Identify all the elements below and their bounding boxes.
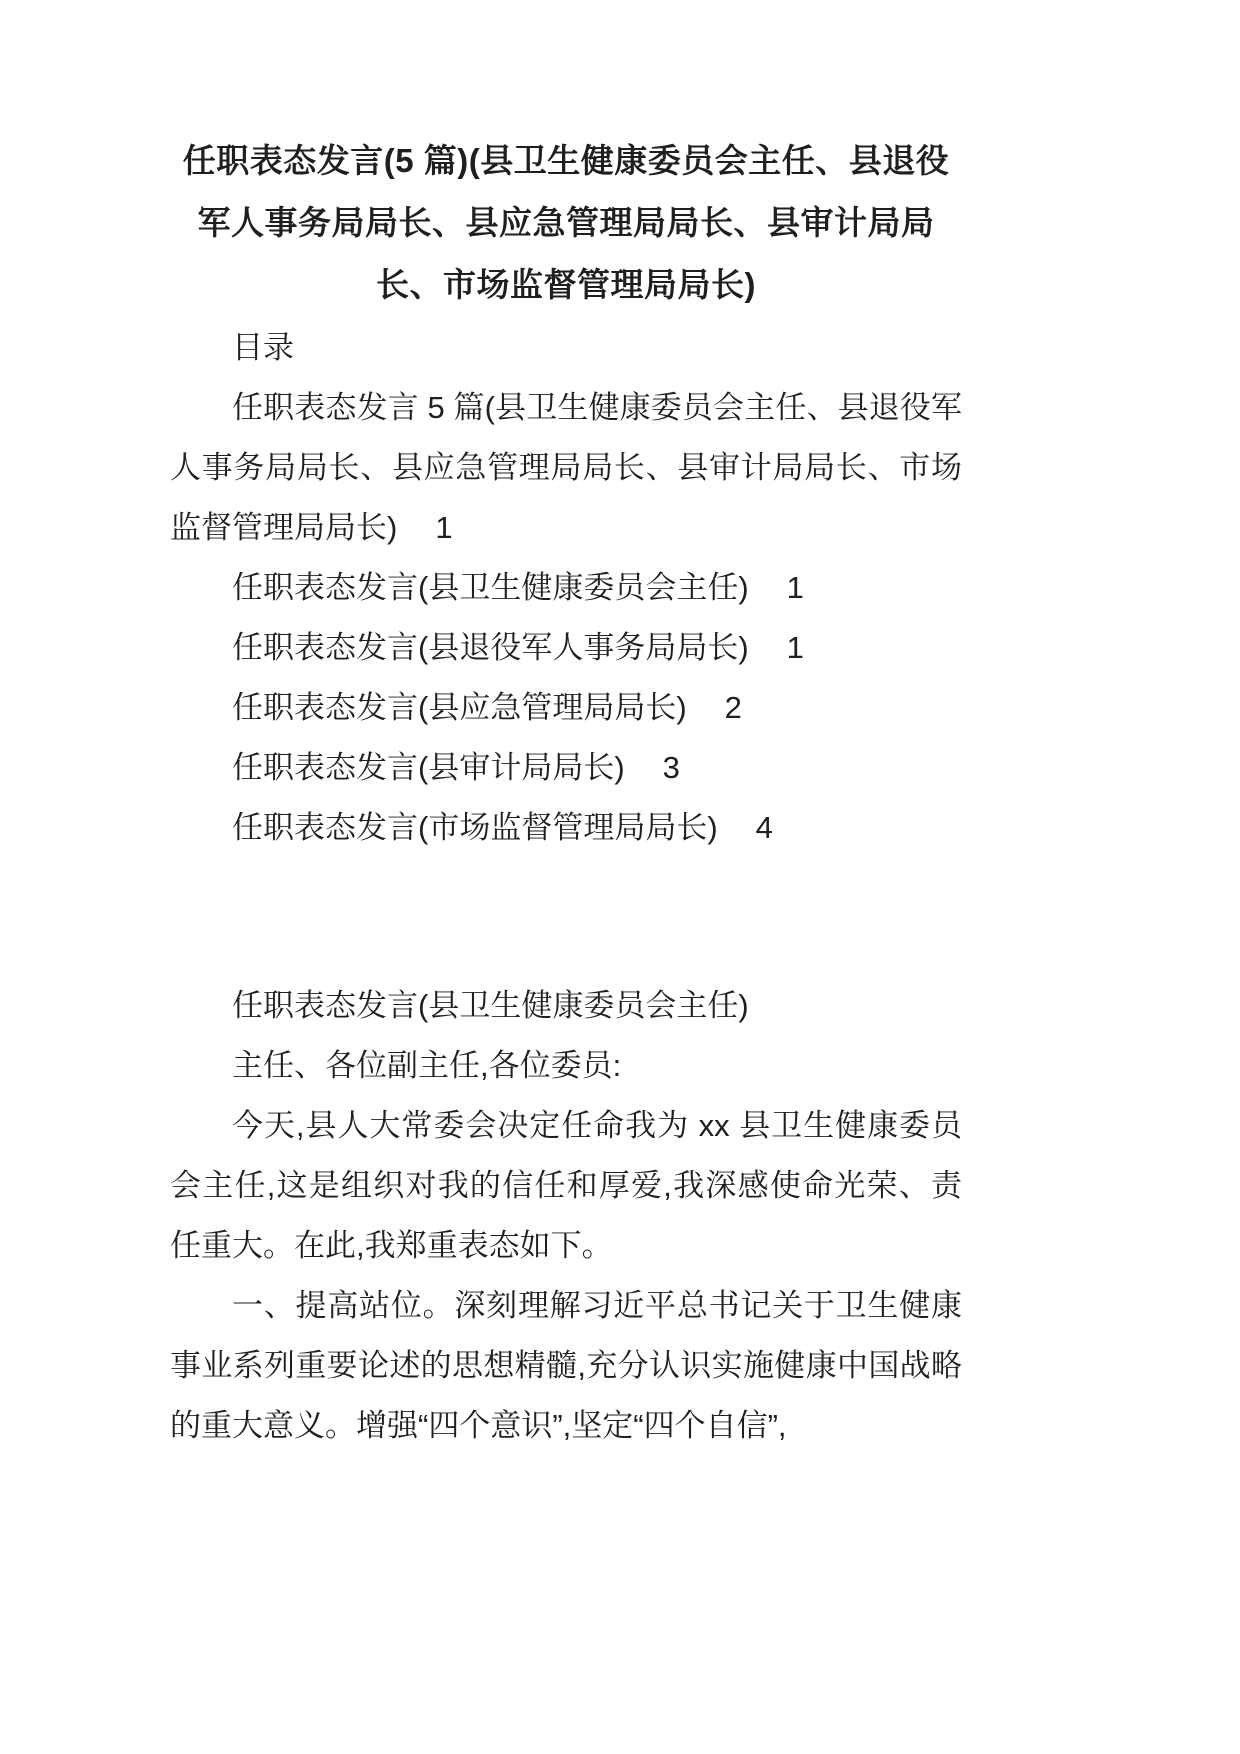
toc-page-number: 1 xyxy=(786,630,804,665)
toc-page-number: 3 xyxy=(662,750,680,785)
toc-entry-text: 任职表态发言(县卫生健康委员会主任) xyxy=(232,570,749,605)
toc-entry-text: 任职表态发言(县审计局局长) xyxy=(232,750,625,785)
toc-entry-text: 任职表态发言(市场监督管理局局长) xyxy=(232,810,718,845)
section-heading: 任职表态发言(县卫生健康委员会主任) xyxy=(232,988,749,1023)
toc-entry[interactable] xyxy=(170,618,962,678)
toc-entry-text: 任职表态发言(县应急管理局局长) xyxy=(232,690,687,725)
paragraph-salutation: 主任、各位副主任,各位委员: xyxy=(232,1048,622,1083)
document-title: 任职表态发言(5 篇)(县卫生健康委员会主任、县退役军人事务局局长、县应急管理局局长、县审计局局长、市场监督管理局局长) xyxy=(182,142,950,303)
document-content xyxy=(170,130,962,1456)
table-of-contents xyxy=(170,318,962,858)
toc-page-number: 2 xyxy=(724,690,742,725)
paragraph: 今天,县人大常委会决定任命我为 xx 县卫生健康委员会主任,这是组织对我的信任和厚爱,我深感使命光荣、责任重大。在此,我郑重表态如下。 xyxy=(170,1108,962,1263)
paragraph: 一、提高站位。深刻理解习近平总书记关于卫生健康事业系列重要论述的思想精髓,充分认识实施健康中国战略的重大意义。增强“四个意识”,坚定“四个自信”, xyxy=(170,1288,962,1443)
toc-page-number: 4 xyxy=(755,810,773,845)
toc-entry-text: 任职表态发言 5 篇(县卫生健康委员会主任、县退役军人事务局局长、县应急管理局局长、县审计局局长、市场监督管理局局长) xyxy=(170,390,962,545)
toc-entry[interactable] xyxy=(170,378,962,558)
toc-entry[interactable] xyxy=(170,558,962,618)
toc-heading: 目录 xyxy=(232,330,294,365)
document-body xyxy=(170,976,962,1456)
toc-entry[interactable] xyxy=(170,798,962,858)
toc-entry-text: 任职表态发言(县退役军人事务局局长) xyxy=(232,630,749,665)
toc-entry[interactable] xyxy=(170,678,962,738)
toc-page-number: 1 xyxy=(786,570,804,605)
toc-entry[interactable] xyxy=(170,738,962,798)
toc-page-number: 1 xyxy=(435,510,453,545)
